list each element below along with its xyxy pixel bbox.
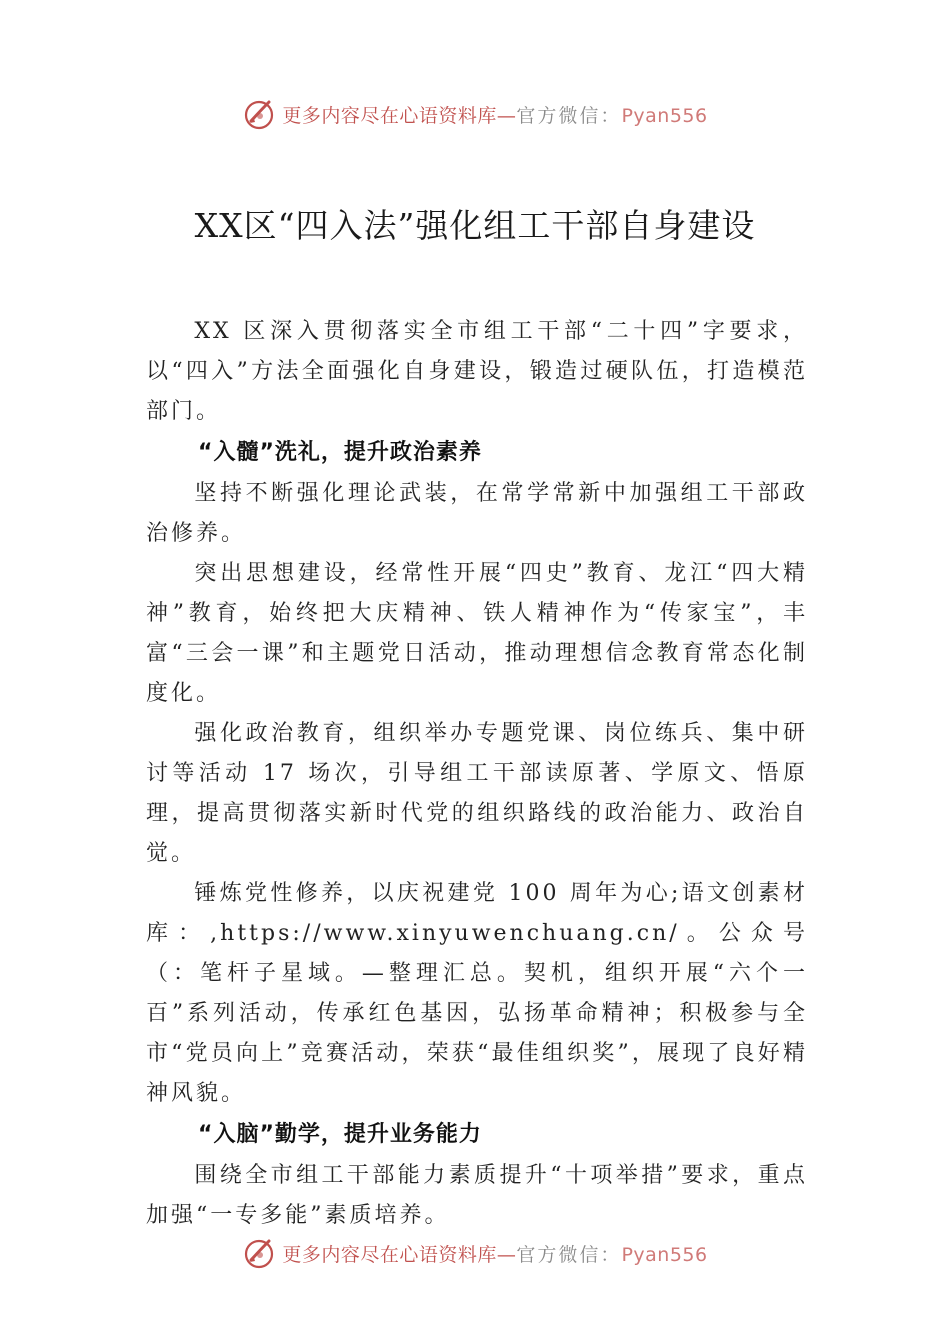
brush-circle-logo-icon xyxy=(242,1236,276,1270)
paragraph: 围绕全市组工干部能力素质提升“十项举措”要求，重点加强“一专多能”素质培养。 xyxy=(146,1163,808,1228)
paragraph: XX 区深入贯彻落实全市组工干部“二十四”字要求，以“四入”方法全面强化自身建设，锻造过硬队伍，打造模范部门。 xyxy=(146,319,808,424)
section-heading: “入髓”洗礼，提升政治素养 xyxy=(198,440,482,465)
paragraph: 强化政治教育，组织举办专题党课、岗位练兵、集中研讨等活动 17 场次，引导组工干部读原著、学原文、悟原理，提高贯彻落实新时代党的组织路线的政治能力、政治自觉。 xyxy=(146,721,808,866)
footer-watermark-banner xyxy=(0,1233,950,1273)
section-heading: “入脑”勤学，提升业务能力 xyxy=(198,1122,482,1147)
header-label: 官方微信： xyxy=(516,104,622,127)
paragraph: 突出思想建设，经常性开展“四史”教育、龙江“四大精神”教育，始终把大庆精神、铁人精神作为“传家宝”，丰富“三会一课”和主题党日活动，推动理想信念教育常态化制度化。 xyxy=(146,561,808,706)
footer-separator: — xyxy=(496,1243,517,1266)
document-body xyxy=(146,312,808,1236)
brush-circle-logo-icon xyxy=(242,97,276,131)
paragraph: 坚持不断强化理论武装，在常学常新中加强组工干部政治修养。 xyxy=(146,481,808,546)
header-wechat-id: Pyan556 xyxy=(621,104,708,127)
paragraph: 锤炼党性修养，以庆祝建党 100 周年为心;语文创素材库：,https://www.xinyuwenchuang.cn/。公众号（：笔杆子星域。—整理汇总。契机，组织开展“六个一百”系列活动，传承红色基因，弘扬革命精神；积极参与全市“党员向上”竞赛活动，荣获“最佳组织奖”，展现了良好精神风貌。 xyxy=(146,881,808,1106)
header-separator: — xyxy=(496,104,517,127)
document-title: XX区“四入法”强化组工干部自身建设 xyxy=(194,206,756,245)
header-watermark-banner xyxy=(0,94,950,134)
footer-label: 官方微信： xyxy=(516,1243,622,1266)
footer-site-text: 更多内容尽在心语资料库 xyxy=(282,1243,497,1266)
footer-wechat-id: Pyan556 xyxy=(621,1243,708,1266)
header-site-text: 更多内容尽在心语资料库 xyxy=(282,104,497,127)
